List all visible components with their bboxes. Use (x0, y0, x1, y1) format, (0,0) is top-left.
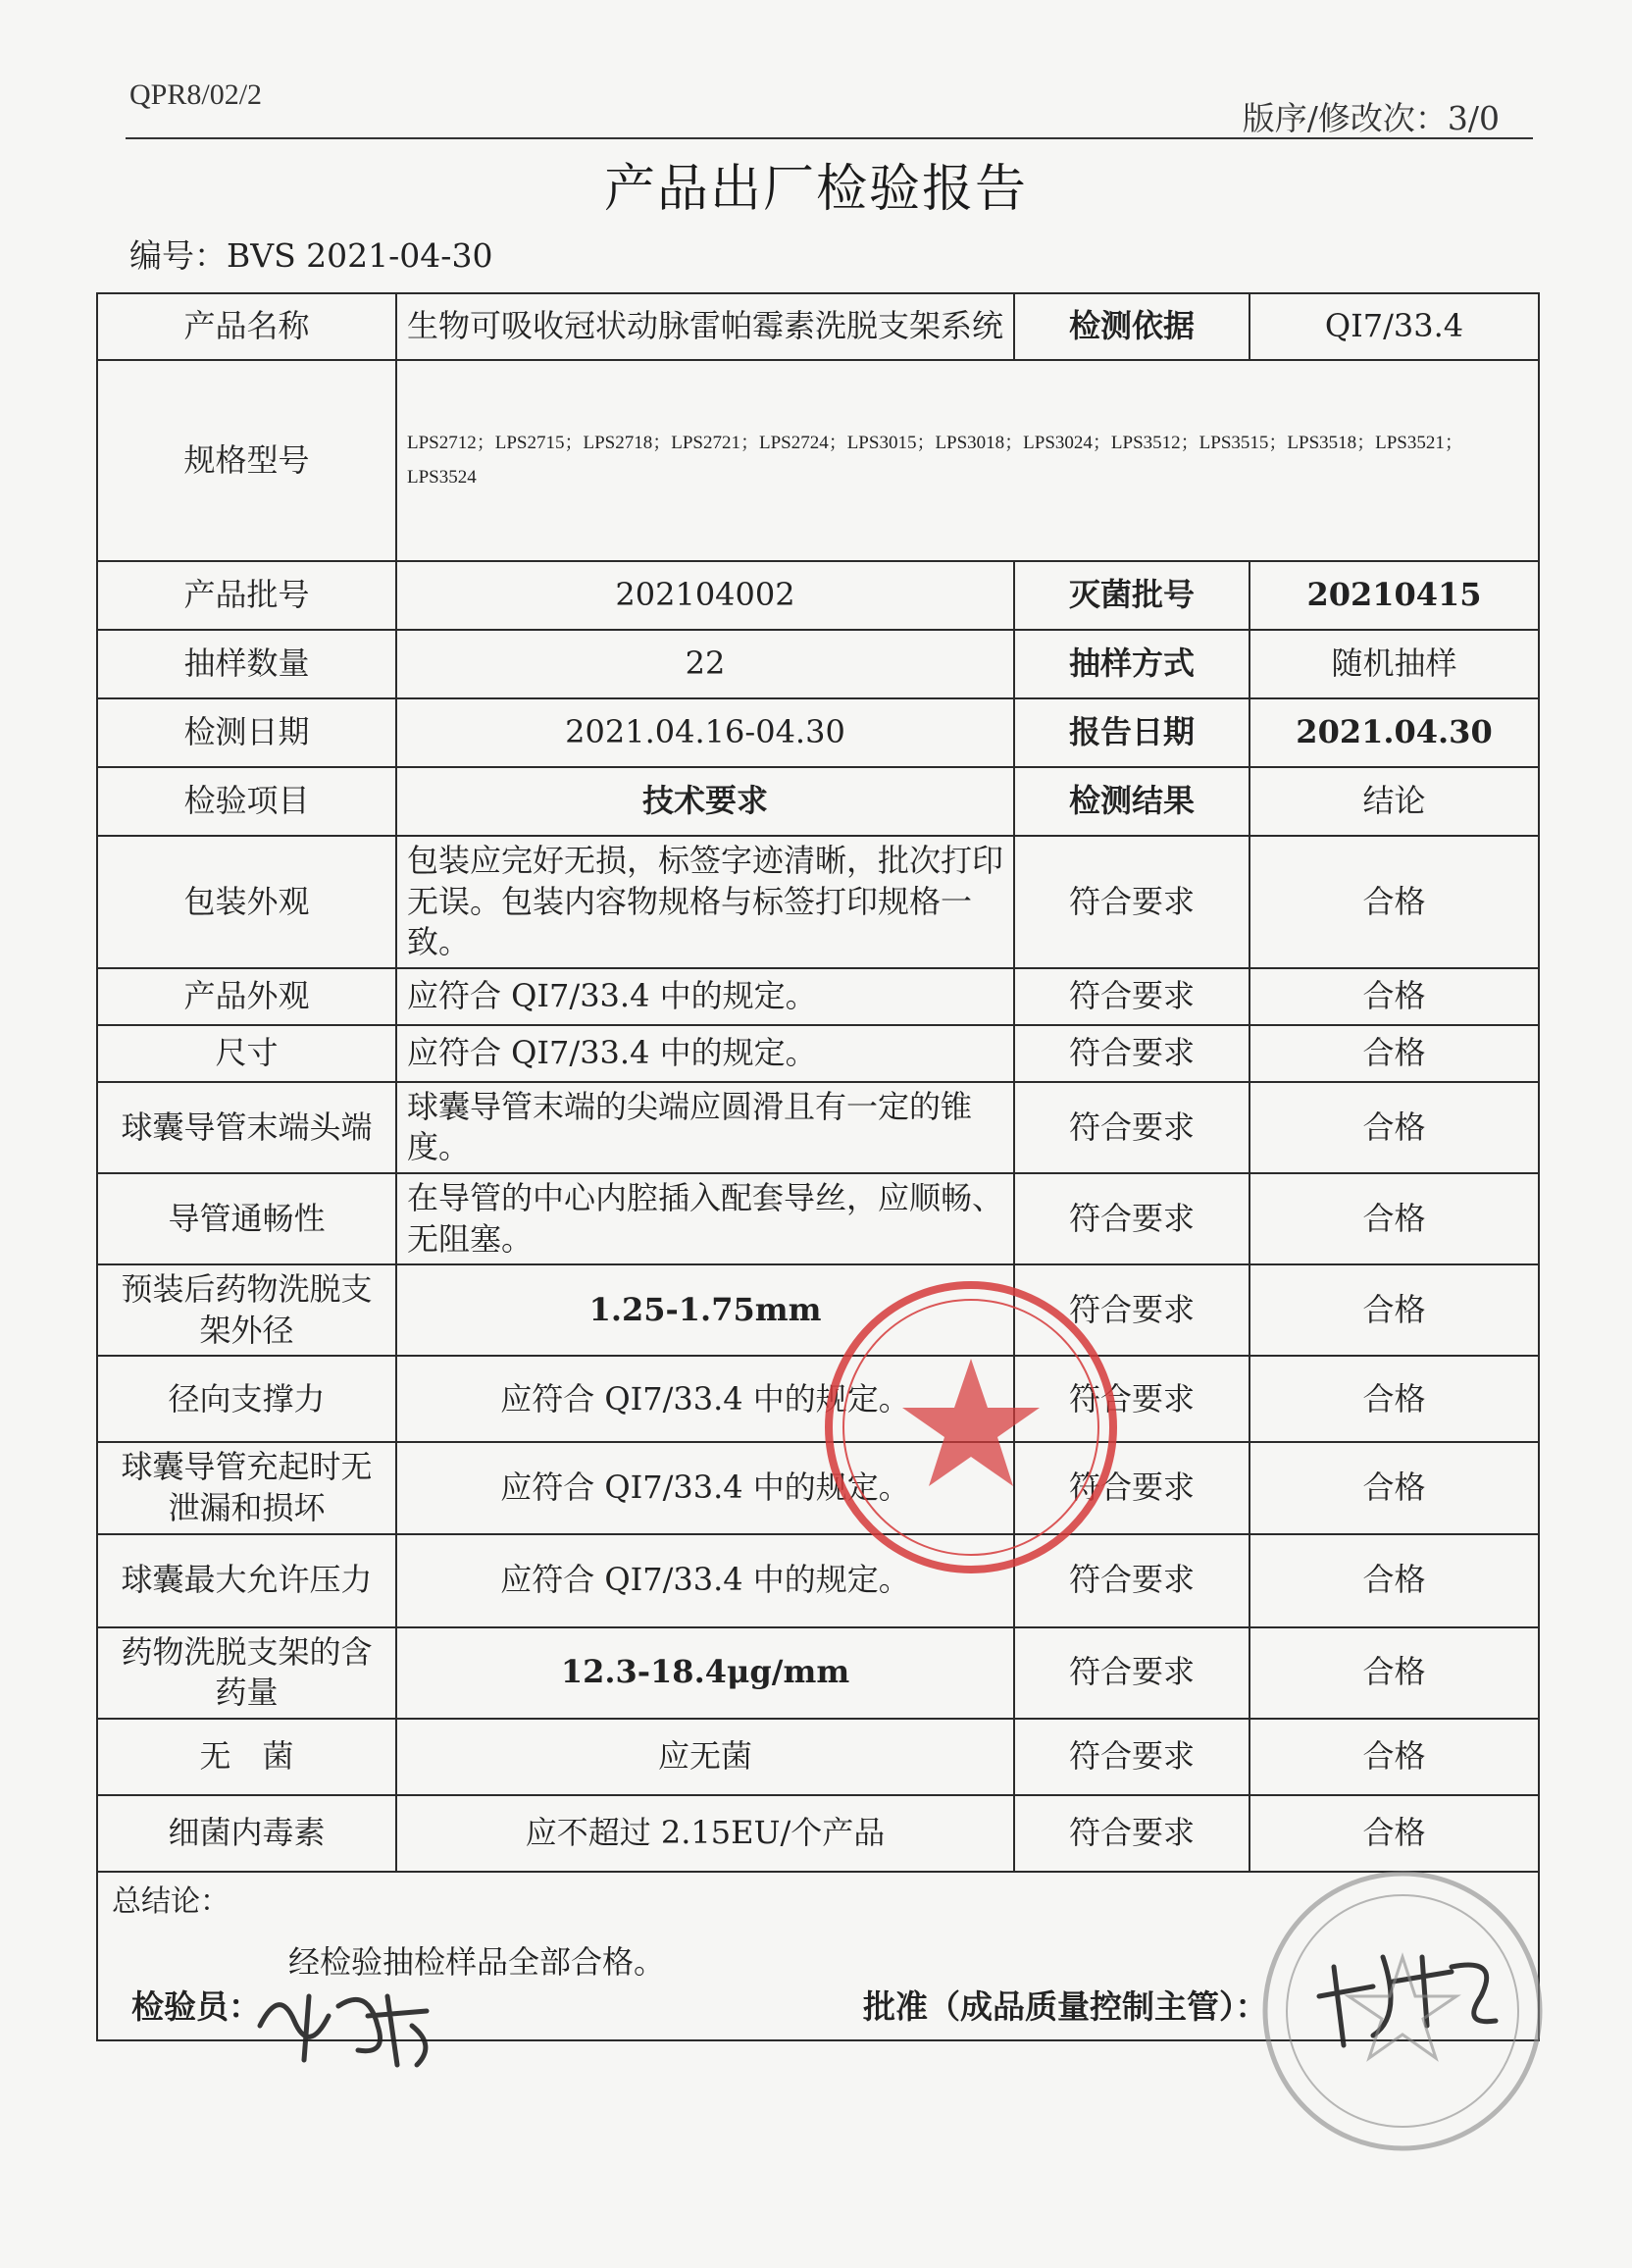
test-item: 包装外观 (97, 836, 396, 968)
conclusion: 合格 (1250, 1025, 1539, 1082)
test-date-label: 检测日期 (97, 698, 396, 767)
table-row (97, 1719, 1539, 1795)
requirement-text: 应不超过 2.15EU/个产品 (396, 1795, 1014, 1872)
header-divider (126, 137, 1533, 139)
column-header-requirement: 技术要求 (396, 767, 1014, 836)
table-row (97, 1795, 1539, 1872)
report-title: 产品出厂检验报告 (603, 160, 1028, 219)
approver-label: 批准（成品质量控制主管）： (863, 1987, 1268, 2026)
test-item: 产品外观 (97, 968, 396, 1025)
requirement-text: 应符合 QI7/33.4 中的规定。 (396, 1534, 1014, 1627)
conclusion: 合格 (1250, 1719, 1539, 1795)
summary-label: 总结论： (112, 1883, 230, 1919)
test-result: 符合要求 (1014, 1025, 1250, 1082)
document-code: QPR8/02/2 (129, 78, 263, 111)
test-result: 符合要求 (1014, 836, 1250, 968)
qc-stamp (1255, 1864, 1550, 2158)
requirement-text: 应符合 QI7/33.4 中的规定。 (396, 968, 1014, 1025)
table-row (97, 1534, 1539, 1627)
conclusion: 合格 (1250, 1442, 1539, 1533)
test-item: 球囊导管充起时无泄漏和损坏 (97, 1442, 396, 1533)
inspection-table (96, 292, 1540, 2041)
requirement-text: 包装应完好无损，标签字迹清晰，批次打印无误。包装内容物规格与标签打印规格一致。 (396, 836, 1014, 968)
table-row (97, 1442, 1539, 1533)
test-result: 符合要求 (1014, 1082, 1250, 1173)
basis-value: QI7/33.4 (1250, 293, 1539, 360)
steril-batch-label: 灭菌批号 (1014, 561, 1250, 630)
basis-label: 检测依据 (1014, 293, 1250, 360)
requirement-text: 应符合 QI7/33.4 中的规定。 (396, 1025, 1014, 1082)
report-date-value: 2021.04.30 (1250, 698, 1539, 767)
test-item: 无 菌 (97, 1719, 396, 1795)
conclusion: 合格 (1250, 1356, 1539, 1442)
conclusion: 合格 (1250, 1264, 1539, 1356)
requirement-text: 在导管的中心内腔插入配套导丝，应顺畅、无阻塞。 (396, 1173, 1014, 1264)
test-item: 药物洗脱支架的含药量 (97, 1627, 396, 1719)
test-item: 球囊最大允许压力 (97, 1534, 396, 1627)
test-item: 预装后药物洗脱支架外径 (97, 1264, 396, 1356)
table-row (97, 1264, 1539, 1356)
requirement-text: 应符合 QI7/33.4 中的规定。 (396, 1356, 1014, 1442)
test-item: 球囊导管末端头端 (97, 1082, 396, 1173)
sample-method-label: 抽样方式 (1014, 630, 1250, 698)
spec-models: LPS2712；LPS2715；LPS2718；LPS2721；LPS2724；LPS3015；LPS3018；LPS3024；LPS3512；LPS3515；LPS3518；LPS3521；LPS3524 (396, 360, 1539, 561)
test-result: 符合要求 (1014, 1795, 1250, 1872)
requirement-text: 球囊导管末端的尖端应圆滑且有一定的锥度。 (396, 1082, 1014, 1173)
test-result: 符合要求 (1014, 1356, 1250, 1442)
inspector-label: 检验员： (131, 1987, 261, 2026)
product-name-label: 产品名称 (97, 293, 396, 360)
company-seal-stamp (819, 1275, 1123, 1579)
batch-label: 产品批号 (97, 561, 396, 630)
test-result: 符合要求 (1014, 1627, 1250, 1719)
steril-batch-value: 20210415 (1250, 561, 1539, 630)
table-row (97, 1627, 1539, 1719)
batch-value: 202104002 (396, 561, 1014, 630)
sample-method-value: 随机抽样 (1250, 630, 1539, 698)
column-header-item: 检验项目 (97, 767, 396, 836)
requirement-text: 应无菌 (396, 1719, 1014, 1795)
sample-qty-value: 22 (396, 630, 1014, 698)
test-result: 符合要求 (1014, 1264, 1250, 1356)
test-item: 径向支撑力 (97, 1356, 396, 1442)
table-row (97, 1173, 1539, 1264)
conclusion: 合格 (1250, 1627, 1539, 1719)
column-header-conclusion: 结论 (1250, 767, 1539, 836)
table-row (97, 968, 1539, 1025)
conclusion: 合格 (1250, 968, 1539, 1025)
conclusion: 合格 (1250, 1534, 1539, 1627)
requirement-text: 1.25-1.75mm (396, 1264, 1014, 1356)
product-name: 生物可吸收冠状动脉雷帕霉素洗脱支架系统 (396, 293, 1014, 360)
report-date-label: 报告日期 (1014, 698, 1250, 767)
test-date-value: 2021.04.16-04.30 (396, 698, 1014, 767)
requirement-text: 应符合 QI7/33.4 中的规定。 (396, 1442, 1014, 1533)
table-row (97, 1025, 1539, 1082)
test-result: 符合要求 (1014, 1534, 1250, 1627)
spec-label: 规格型号 (97, 360, 396, 561)
requirement-text: 12.3-18.4μg/mm (396, 1627, 1014, 1719)
table-row (97, 1082, 1539, 1173)
version-label: 版序/修改次：3/0 (1242, 99, 1500, 137)
inspector-signature (250, 1967, 446, 2075)
conclusion: 合格 (1250, 1173, 1539, 1264)
conclusion: 合格 (1250, 836, 1539, 968)
test-result: 符合要求 (1014, 968, 1250, 1025)
test-result: 符合要求 (1014, 1173, 1250, 1264)
conclusion: 合格 (1250, 1795, 1539, 1872)
table-row (97, 1356, 1539, 1442)
table-row (97, 836, 1539, 968)
test-item: 细菌内毒素 (97, 1795, 396, 1872)
test-item: 尺寸 (97, 1025, 396, 1082)
conclusion: 合格 (1250, 1082, 1539, 1173)
sample-qty-label: 抽样数量 (97, 630, 396, 698)
test-item: 导管通畅性 (97, 1173, 396, 1264)
report-number: 编号：BVS 2021-04-30 (129, 236, 493, 275)
test-result: 符合要求 (1014, 1719, 1250, 1795)
summary-text: 经检验抽检样品全部合格。 (288, 1942, 666, 1981)
test-result: 符合要求 (1014, 1442, 1250, 1533)
column-header-result: 检测结果 (1014, 767, 1250, 836)
